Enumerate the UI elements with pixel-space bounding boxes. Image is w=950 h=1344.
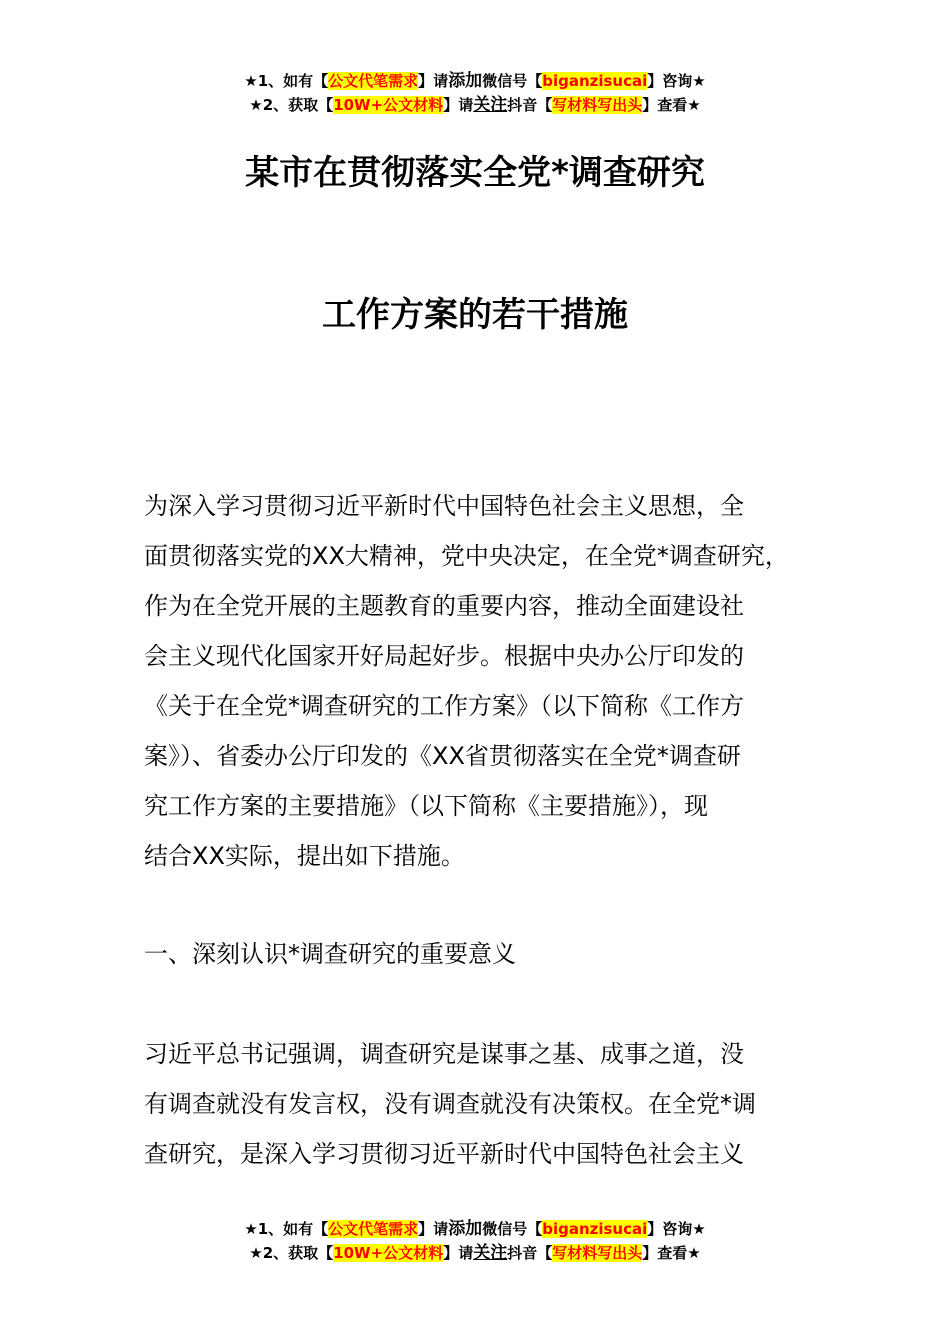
promo-line-2-emphasis: 关注 <box>473 1243 508 1263</box>
document-title-line-1: 某市在贯彻落实全党*调查研究 <box>245 153 705 193</box>
promo-line-1 <box>0 69 950 93</box>
promo-line-1-text-2: 微信号【 <box>482 72 543 90</box>
promo-line-1-text-2: 微信号【 <box>482 1220 543 1238</box>
paragraph-line: 查研究，是深入学习贯彻习近平新时代中国特色社会主义 <box>144 1140 744 1168</box>
paragraph-line: 会主义现代化国家开好局起好步。根据中央办公厅印发的 <box>144 642 744 670</box>
document-title-line-2: 工作方案的若干措施 <box>322 295 628 335</box>
paragraph-section-1 <box>144 1029 834 1179</box>
paragraph-line: 案》）、省委办公厅印发的《XX省贯彻落实在全党*调查研 <box>144 742 741 770</box>
paragraph-line: 有调查就没有发言权，没有调查就没有决策权。在全党*调 <box>144 1090 756 1118</box>
promo-line-2 <box>0 1241 950 1265</box>
promo-line-2-prefix: ★2、获取【 <box>249 1244 334 1262</box>
promo-line-2-suffix: 】查看★ <box>642 96 701 114</box>
promo-highlight-wechat-id: biganzisucai <box>542 72 648 90</box>
promo-line-1-emphasis: 添加 <box>448 71 483 91</box>
promo-line-1-prefix: ★1、如有【 <box>244 1220 329 1238</box>
promo-highlight-materials: 10W+公文材料 <box>333 96 444 114</box>
promo-line-1-prefix: ★1、如有【 <box>244 72 329 90</box>
section-heading-text: 一、深刻认识*调查研究的重要意义 <box>144 940 516 968</box>
promo-line-1-emphasis: 添加 <box>448 1219 483 1239</box>
promo-banner-top <box>0 69 950 117</box>
promo-line-1-suffix: 】咨询★ <box>647 1220 706 1238</box>
promo-highlight-douyin-account: 写材料写出头 <box>552 1244 643 1262</box>
paragraph-line: 作为在全党开展的主题教育的重要内容，推动全面建设社 <box>144 592 744 620</box>
paragraph-line: 究工作方案的主要措施》（以下简称《主要措施》），现 <box>144 792 708 820</box>
promo-line-2 <box>0 93 950 117</box>
section-heading <box>144 929 834 979</box>
promo-highlight-douyin-account: 写材料写出头 <box>552 96 643 114</box>
promo-line-1-text: 】请 <box>418 1220 449 1238</box>
promo-line-1-suffix: 】咨询★ <box>647 72 706 90</box>
promo-line-2-emphasis: 关注 <box>473 95 508 115</box>
promo-highlight-wechat-id: biganzisucai <box>542 1220 648 1238</box>
promo-line-2-text: 】请 <box>443 1244 474 1262</box>
promo-highlight-service: 公文代笔需求 <box>328 1220 419 1238</box>
paragraph-intro <box>144 481 834 881</box>
promo-line-1-text: 】请 <box>418 72 449 90</box>
paragraph-line: 面贯彻落实党的XX大精神，党中央决定，在全党*调查研究， <box>144 542 789 570</box>
promo-highlight-materials: 10W+公文材料 <box>333 1244 444 1262</box>
promo-line-2-text-2: 抖音【 <box>507 96 553 114</box>
paragraph-line: 为深入学习贯彻习近平新时代中国特色社会主义思想，全 <box>144 492 744 520</box>
promo-highlight-service: 公文代笔需求 <box>328 72 419 90</box>
promo-line-2-prefix: ★2、获取【 <box>249 96 334 114</box>
paragraph-line: 习近平总书记强调，调查研究是谋事之基、成事之道，没 <box>144 1040 744 1068</box>
promo-line-2-text-2: 抖音【 <box>507 1244 553 1262</box>
paragraph-line: 结合XX实际，提出如下措施。 <box>144 842 465 870</box>
promo-banner-bottom <box>0 1217 950 1265</box>
promo-line-2-text: 】请 <box>443 96 474 114</box>
promo-line-2-suffix: 】查看★ <box>642 1244 701 1262</box>
paragraph-line: 《关于在全党*调查研究的工作方案》（以下简称《工作方 <box>144 692 744 720</box>
promo-line-1 <box>0 1217 950 1241</box>
